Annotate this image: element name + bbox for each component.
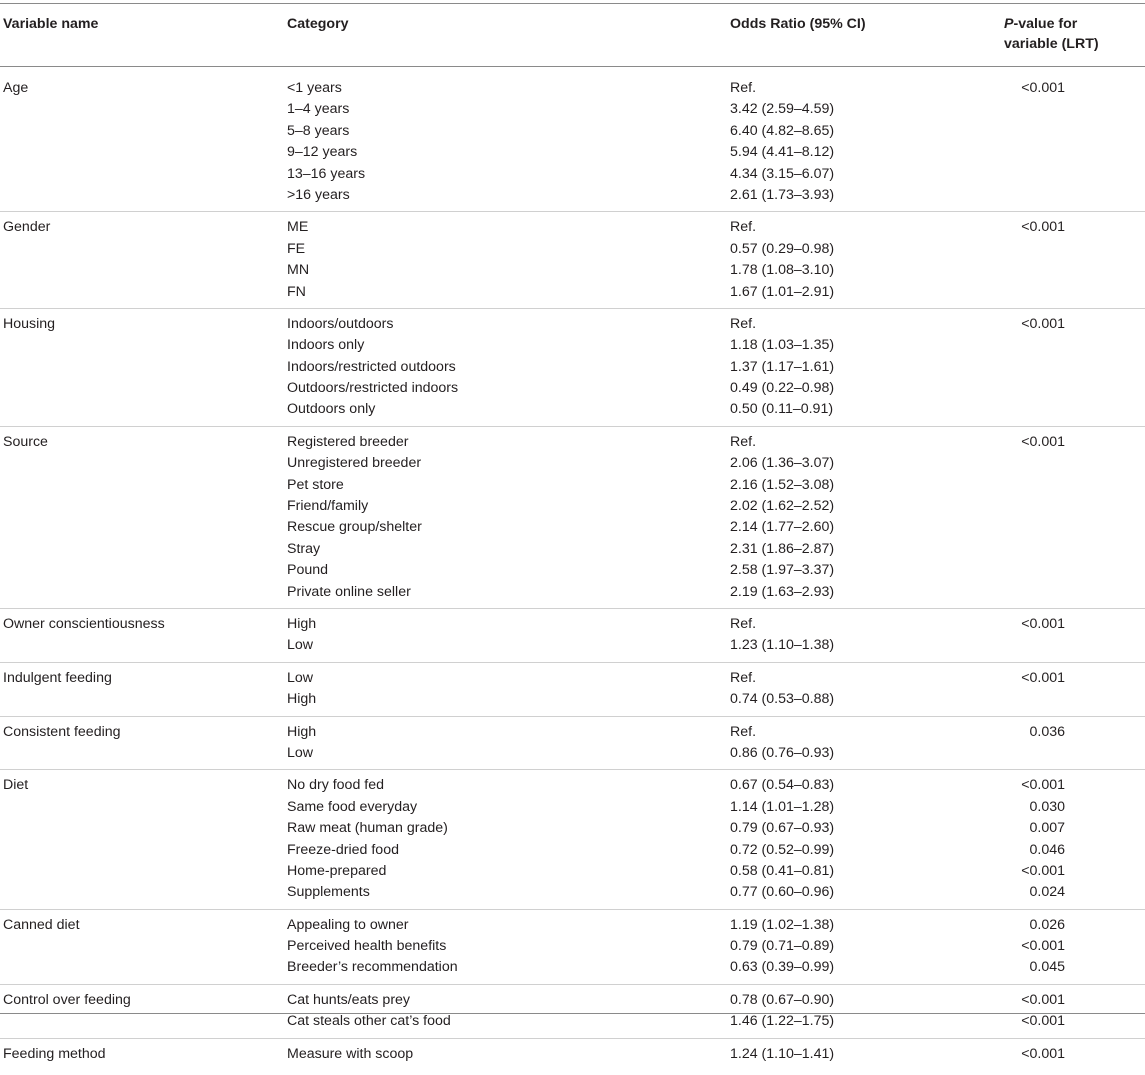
table-row bbox=[0, 357, 1145, 378]
category-cell: Low bbox=[287, 669, 314, 686]
table-bottom-rule bbox=[0, 1013, 1145, 1014]
category-cell: 1–4 years bbox=[287, 101, 350, 118]
p-value-cell: 0.045 bbox=[1029, 959, 1065, 976]
table-row bbox=[0, 614, 1145, 635]
category-cell: Outdoors only bbox=[287, 401, 376, 418]
variable-name-cell: Source bbox=[3, 433, 48, 450]
odds-ratio-cell: 2.06 (1.36–3.07) bbox=[730, 455, 835, 472]
category-cell: 5–8 years bbox=[287, 122, 350, 139]
category-cell: High bbox=[287, 691, 317, 708]
category-cell: High bbox=[287, 723, 317, 740]
table-row bbox=[0, 936, 1145, 957]
table-row bbox=[0, 453, 1145, 474]
p-value-cell: <0.001 bbox=[1021, 991, 1065, 1008]
table-row bbox=[0, 517, 1145, 538]
odds-ratio-cell: 1.67 (1.01–2.91) bbox=[730, 283, 835, 300]
category-cell: Indoors/outdoors bbox=[287, 315, 394, 332]
category-cell: Appealing to owner bbox=[287, 916, 409, 933]
variable-name-cell: Owner conscientiousness bbox=[3, 615, 165, 632]
table-header bbox=[0, 14, 1145, 62]
odds-ratio-cell: 0.57 (0.29–0.98) bbox=[730, 240, 835, 257]
odds-ratio-cell: 0.58 (0.41–0.81) bbox=[730, 862, 835, 879]
odds-ratio-cell: 2.16 (1.52–3.08) bbox=[730, 476, 835, 493]
category-cell: Stray bbox=[287, 540, 321, 557]
category-cell: Outdoors/restricted indoors bbox=[287, 380, 459, 397]
table-row bbox=[0, 560, 1145, 581]
category-cell: Cat steals other cat’s food bbox=[287, 1013, 451, 1030]
odds-ratio-cell: 0.72 (0.52–0.99) bbox=[730, 841, 835, 858]
p-value-cell: <0.001 bbox=[1021, 315, 1065, 332]
odds-ratio-cell: Ref. bbox=[730, 315, 757, 332]
odds-ratio-cell: 1.78 (1.08–3.10) bbox=[730, 262, 835, 279]
p-value-cell: <0.001 bbox=[1021, 938, 1065, 955]
category-cell: Cat hunts/eats prey bbox=[287, 991, 411, 1008]
table-body bbox=[0, 78, 1145, 1075]
category-cell: Pound bbox=[287, 562, 329, 579]
odds-ratio-cell: 0.67 (0.54–0.83) bbox=[730, 777, 835, 794]
p-value-cell: <0.001 bbox=[1021, 669, 1065, 686]
table-row bbox=[0, 432, 1145, 453]
variable-group bbox=[0, 432, 1145, 609]
category-cell: Low bbox=[287, 637, 314, 654]
table-row bbox=[0, 260, 1145, 281]
table-row bbox=[0, 185, 1145, 206]
variable-group bbox=[0, 668, 1145, 717]
table-row bbox=[0, 217, 1145, 238]
odds-ratio-cell: 0.49 (0.22–0.98) bbox=[730, 380, 835, 397]
p-value-cell: 0.030 bbox=[1029, 798, 1065, 815]
category-cell: 13–16 years bbox=[287, 165, 366, 182]
category-cell: Low bbox=[287, 744, 314, 761]
odds-ratio-cell: 1.46 (1.22–1.75) bbox=[730, 1013, 835, 1030]
odds-ratio-cell: 0.74 (0.53–0.88) bbox=[730, 691, 835, 708]
category-cell: Home-prepared bbox=[287, 862, 387, 879]
odds-ratio-cell: 3.42 (2.59–4.59) bbox=[730, 101, 835, 118]
odds-ratio-cell: Ref. bbox=[730, 723, 757, 740]
table-row bbox=[0, 496, 1145, 517]
odds-ratio-cell: 2.58 (1.97–3.37) bbox=[730, 562, 835, 579]
variable-group bbox=[0, 614, 1145, 663]
p-value-cell: <0.001 bbox=[1021, 219, 1065, 236]
table-row bbox=[0, 378, 1145, 399]
table-row bbox=[0, 78, 1145, 99]
variable-name-cell: Age bbox=[3, 80, 29, 96]
odds-ratio-cell: 2.14 (1.77–2.60) bbox=[730, 519, 835, 536]
table-row bbox=[0, 239, 1145, 260]
category-cell: Same food everyday bbox=[287, 798, 418, 815]
p-value-cell: <0.001 bbox=[1021, 615, 1065, 632]
p-value-cell: 0.046 bbox=[1029, 841, 1065, 858]
odds-ratio-cell: 0.63 (0.39–0.99) bbox=[730, 959, 835, 976]
header-bottom-rule bbox=[0, 66, 1145, 67]
category-cell: 9–12 years bbox=[287, 144, 358, 161]
p-value-cell: <0.001 bbox=[1021, 1045, 1065, 1062]
odds-ratio-cell: 0.86 (0.76–0.93) bbox=[730, 744, 835, 761]
variable-name-cell: Housing bbox=[3, 315, 56, 332]
odds-ratio-cell: Ref. bbox=[730, 219, 757, 236]
table-row bbox=[0, 915, 1145, 936]
table-row bbox=[0, 335, 1145, 356]
table-row bbox=[0, 882, 1145, 903]
category-cell: Pet store bbox=[287, 476, 344, 493]
table-row bbox=[0, 475, 1145, 496]
odds-ratio-cell: 1.24 (1.10–1.41) bbox=[730, 1045, 835, 1062]
odds-ratio-cell: 0.79 (0.67–0.93) bbox=[730, 820, 835, 837]
table-row bbox=[0, 743, 1145, 764]
odds-ratio-cell: 2.31 (1.86–2.87) bbox=[730, 540, 835, 557]
p-value-cell: 0.036 bbox=[1029, 723, 1065, 740]
table-row bbox=[0, 861, 1145, 882]
p-value-cell: <0.001 bbox=[1021, 433, 1065, 450]
table-row bbox=[0, 635, 1145, 656]
table-row bbox=[0, 840, 1145, 861]
category-cell: Supplements bbox=[287, 884, 370, 901]
odds-ratio-cell: Ref. bbox=[730, 615, 757, 632]
p-value-cell: <0.001 bbox=[1021, 80, 1065, 96]
table-row bbox=[0, 722, 1145, 743]
odds-ratio-cell: 1.19 (1.02–1.38) bbox=[730, 916, 835, 933]
category-cell: >16 years bbox=[287, 186, 350, 203]
header-p-value-line1: -value for bbox=[1013, 16, 1078, 32]
table-row bbox=[0, 164, 1145, 185]
p-value-cell: <0.001 bbox=[1021, 1013, 1065, 1030]
category-cell: FE bbox=[287, 240, 306, 257]
table-row bbox=[0, 1044, 1145, 1065]
header-p-value bbox=[1004, 14, 1144, 54]
category-cell: Measure with scoop bbox=[287, 1045, 414, 1062]
odds-ratio-cell: 2.02 (1.62–2.52) bbox=[730, 498, 835, 515]
odds-ratio-cell: 2.19 (1.63–2.93) bbox=[730, 583, 835, 600]
variable-group bbox=[0, 314, 1145, 427]
header-variable-name: Variable name bbox=[3, 16, 99, 32]
table-row bbox=[0, 818, 1145, 839]
variable-name-cell: Canned diet bbox=[3, 916, 80, 933]
category-cell: High bbox=[287, 615, 317, 632]
header-category: Category bbox=[287, 16, 349, 32]
variable-name-cell: Consistent feeding bbox=[3, 723, 121, 740]
variable-name-cell: Gender bbox=[3, 219, 51, 236]
variable-name-cell: Diet bbox=[3, 777, 29, 794]
table-row bbox=[0, 314, 1145, 335]
category-cell: Private online seller bbox=[287, 583, 411, 600]
variable-group bbox=[0, 915, 1145, 985]
category-cell: Freeze-dried food bbox=[287, 841, 399, 858]
table-row bbox=[0, 99, 1145, 120]
category-cell: Raw meat (human grade) bbox=[287, 820, 448, 837]
odds-ratio-cell: 0.77 (0.60–0.96) bbox=[730, 884, 835, 901]
odds-ratio-cell: 1.14 (1.01–1.28) bbox=[730, 798, 835, 815]
variable-group bbox=[0, 722, 1145, 771]
variable-group bbox=[0, 1044, 1145, 1070]
header-p-value-line2: variable (LRT) bbox=[1004, 36, 1099, 52]
category-cell: Breeder’s recommendation bbox=[287, 959, 458, 976]
variable-group bbox=[0, 217, 1145, 309]
odds-ratio-cell: 1.37 (1.17–1.61) bbox=[730, 358, 835, 375]
odds-ratio-cell: 0.79 (0.71–0.89) bbox=[730, 938, 835, 955]
p-value-cell: 0.024 bbox=[1029, 884, 1065, 901]
odds-ratio-cell: Ref. bbox=[730, 669, 757, 686]
category-cell: <1 years bbox=[287, 80, 342, 96]
p-value-cell: <0.001 bbox=[1021, 862, 1065, 879]
table-row bbox=[0, 1011, 1145, 1032]
odds-ratio-cell: 0.50 (0.11–0.91) bbox=[730, 401, 834, 418]
p-value-cell: 0.007 bbox=[1029, 820, 1065, 837]
table-row bbox=[0, 142, 1145, 163]
odds-ratio-cell: 1.23 (1.10–1.38) bbox=[730, 637, 835, 654]
category-cell: Perceived health benefits bbox=[287, 938, 447, 955]
category-cell: MN bbox=[287, 262, 310, 279]
odds-ratio-cell: 4.34 (3.15–6.07) bbox=[730, 165, 835, 182]
category-cell: FN bbox=[287, 283, 306, 300]
category-cell: No dry food fed bbox=[287, 777, 385, 794]
table-top-rule bbox=[0, 3, 1145, 4]
odds-ratio-cell: 2.61 (1.73–3.93) bbox=[730, 186, 835, 203]
odds-ratio-cell: Ref. bbox=[730, 433, 757, 450]
category-cell: Indoors only bbox=[287, 337, 365, 354]
category-cell: Indoors/restricted outdoors bbox=[287, 358, 456, 375]
p-value-cell: <0.001 bbox=[1021, 777, 1065, 794]
variable-group bbox=[0, 990, 1145, 1039]
table-row bbox=[0, 282, 1145, 303]
category-cell: Friend/family bbox=[287, 498, 369, 515]
variable-name-cell: Indulgent feeding bbox=[3, 669, 112, 686]
table-row bbox=[0, 539, 1145, 560]
odds-ratio-cell: 0.78 (0.67–0.90) bbox=[730, 991, 835, 1008]
p-value-cell: 0.026 bbox=[1029, 916, 1065, 933]
table-row bbox=[0, 990, 1145, 1011]
odds-ratio-cell: 1.18 (1.03–1.35) bbox=[730, 337, 835, 354]
table-row bbox=[0, 797, 1145, 818]
table-row bbox=[0, 582, 1145, 603]
category-cell: ME bbox=[287, 219, 309, 236]
odds-ratio-cell: 6.40 (4.82–8.65) bbox=[730, 122, 835, 139]
variable-name-cell: Feeding method bbox=[3, 1045, 106, 1062]
variable-group bbox=[0, 775, 1145, 909]
category-cell: Registered breeder bbox=[287, 433, 409, 450]
table-row bbox=[0, 775, 1145, 796]
variable-group bbox=[0, 78, 1145, 212]
odds-ratio-cell: Ref. bbox=[730, 80, 757, 96]
header-p-value-italic: P bbox=[1004, 16, 1014, 32]
header-odds-ratio: Odds Ratio (95% CI) bbox=[730, 16, 866, 32]
table-row bbox=[0, 668, 1145, 689]
variable-name-cell: Control over feeding bbox=[3, 991, 131, 1008]
category-cell: Rescue group/shelter bbox=[287, 519, 422, 536]
table-row bbox=[0, 399, 1145, 420]
table-row bbox=[0, 957, 1145, 978]
category-cell: Unregistered breeder bbox=[287, 455, 422, 472]
odds-ratio-cell: 5.94 (4.41–8.12) bbox=[730, 144, 835, 161]
table-row bbox=[0, 689, 1145, 710]
table-row bbox=[0, 121, 1145, 142]
